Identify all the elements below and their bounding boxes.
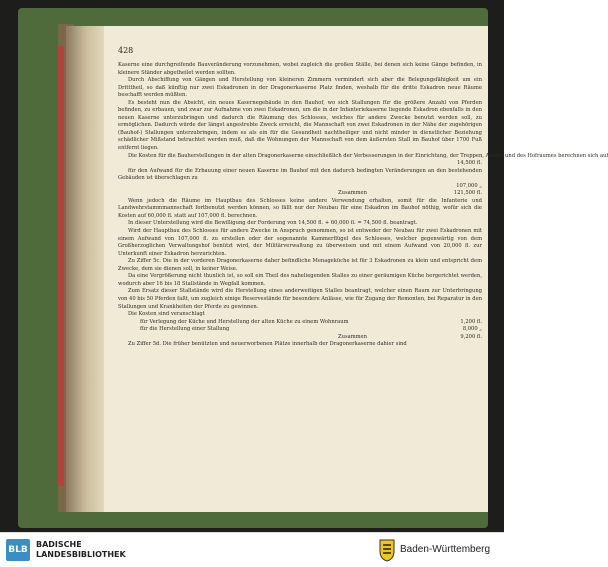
paragraph: Die Kosten für die Bauherstellungen in der alten Dragonerkaserne einschließlich der Verbesserungen in der Einrichtung, der Treppen, Aborte und des Hofraumes berechnen sich auf	[128, 152, 608, 159]
paragraph: Kaserne eine durchgreifende Bauveränderung vorzunehmen, wobei zugleich die großen Ställe, bei denen sich keine Gänge befinden, in kleinere Ständer abgetheilet werden sollten.	[118, 62, 482, 76]
cost-value: 8,000 „	[462, 326, 482, 333]
paragraph: Da eine Vergrößerung nicht thunlich ist, so soll ein Theil des naheliegenden Stalles zu einer geräumigen Küche hergerichtet werden, wodurch aber 16 bis 18 Stallstände in Wegfall kommen.	[118, 273, 482, 287]
blb-logo[interactable]: BLB	[6, 539, 30, 561]
book-page	[104, 26, 608, 512]
library-name	[36, 540, 126, 560]
paragraph: Zum Ersatz dieser Stallstände wird die Herstellung eines anderweitigen Stalles beantragt, welcher einen Raum zur Unterbringung von 40 bis 50 Pferden faßt, um zugleich einige Reservestände für besondere Anlässe, wie für Zugang der Remonten, bei Reparatur in den Stallungen und Krankheiten der Pferde zu gewinnen.	[118, 288, 482, 310]
cost-label: für Verlegung der Küche und Herstellung der alten Küche zu einem Wohnraum	[140, 318, 349, 325]
cost-line	[118, 319, 482, 327]
library-name-line1: BADISCHE	[36, 540, 82, 549]
coat-of-arms-icon	[378, 538, 396, 562]
cost-value: 1,200 fl.	[460, 318, 482, 325]
paragraph: In dieser Unterstellung wird die Bewilligung der Forderung von 14,500 fl. + 60,000 fl. = 74,500 fl. beantragt.	[128, 220, 418, 227]
cost-line	[118, 326, 482, 334]
paragraph: für den Aufwand für die Erbauung einer neuen Kaserne im Bauhof mit den dadurch bedingten Veränderungen an den bestehenden Gebäuden ist überschlagen zu	[118, 167, 482, 182]
cost-value: 14,500 fl.	[457, 160, 482, 167]
sum-label: Zusammen	[338, 333, 367, 340]
cost-label: für die Herstellung einer Stallung	[140, 326, 230, 333]
paragraph: Zu Ziffer 5d. Die früher benützten und neuerworbenen Plätze innerhalb der Dragonerkaserne dahier sind	[128, 341, 407, 348]
cost-value: 107,000 „	[456, 182, 482, 189]
paragraph: Wenn jedoch die Räume im Hauptbau des Schlosses keine andere Verwendung erhalten, somit für die Infanterie und Landwehrstammmannschaft fortbenutzt werden können, so fällt nur der Neubau für eine Eskadron im Bauhof nöthig, wofür sich die Kosten auf 60,000 fl. statt auf 107,000 fl. berechnen.	[118, 197, 482, 219]
cost-line	[118, 152, 608, 161]
sum-value: 9,200 fl.	[460, 333, 482, 340]
paragraph: Die Kosten sind veranschlagt	[128, 311, 205, 318]
sum-value: 121,500 fl.	[453, 190, 482, 197]
sum-label: Zusammen	[338, 190, 367, 197]
state-name: Baden-Württemberg	[400, 544, 491, 555]
paragraph: Durch Abschiffung von Gängen und Herstellung von kleineren Zimmern vermindert sich aber die Belegungsfähigkeit um ein Dritttheil, so daß künftig nur zwei Eskadronen in der Dragonerkaserne Platz finden, weshalb für die dritte Eskadron neue Räume beschafft werden müßten.	[118, 77, 482, 99]
page-number: 428	[118, 46, 134, 55]
viewer-footer	[0, 532, 504, 567]
page-text-block	[118, 62, 608, 349]
paragraph: Zu Ziffer 5c. Die in der vorderen Dragonerkaserne daher befindliche Menageküche ist für 3 Eskadronen zu klein und entspricht dem Zwecke, dem sie dienen soll, in keiner Weise.	[118, 258, 482, 272]
paragraph: Es besteht nun die Absicht, ein neues Kasernegebäude in den Bauhof, wo sich Stallungen für die größere Anzahl von Pferden befinden, zu erbauen, und zwar zur Aufnahme von zwei Eskadronen, um die in der Infanteriekaserne liegende Eskadron ebenfalls in den neuen Kaserne unterzubringen und dadurch die Räumung des Schlosses, welches für andere Zwecke benutzt werden soll, zu ermöglichen. Dadurch würde der längst angestrebte Zweck erreicht, die Mannschaft von zwei Eskadronen in der Nähe der zugehörigen (Bauhof-) Stallungen unterzubringen, indem es als ein für die Gesundheit nachtheiliger und nicht minder in dienstlicher Beziehung schädlicher Mißstand betrachtet werden muß, daß die Wohnungen der Mannschaft von dem äußersten Stall im Bauhof über 1700 Fuß entfernt liegen.	[118, 99, 482, 152]
sum-line	[118, 190, 482, 198]
cost-line	[118, 160, 482, 168]
red-page-edge	[58, 46, 64, 486]
cost-line	[118, 183, 482, 191]
library-name-line2: LANDESBIBLIOTHEK	[36, 550, 126, 559]
paragraph: Wird der Hauptbau des Schlosses für andere Zwecke in Anspruch genommen, so ist entweder der Neubau für zwei Eskadronen mit einem Aufwand von 107,000 fl. zu erstellen oder der sogenannte Kammerflügel des Schlosses, welcher gegenwärtig von dem Großherzoglichen Verwaltungshof benützt wird, der Militärverwaltung zu überweisen und mit einem Aufwand von 20,000 fl. zur Unterkunft einer Eskadron herzurichten.	[118, 228, 482, 257]
sum-line	[118, 334, 482, 342]
